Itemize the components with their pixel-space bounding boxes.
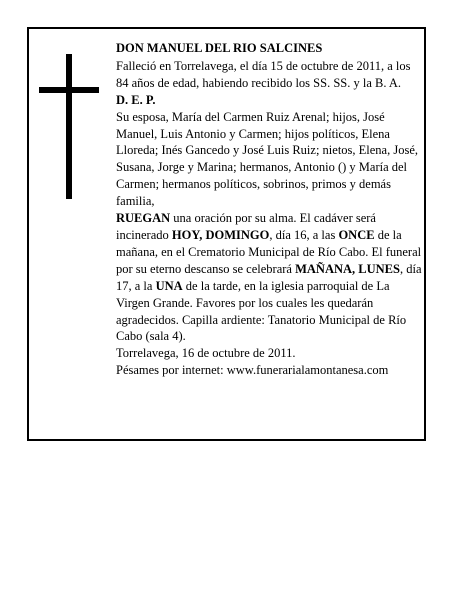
dep-heading: D. E. P. <box>116 92 156 107</box>
service-text-5: de la tarde, en la iglesia parroquial de La Virgen Grande. Favores por los cuales les quedarán agradecidos. Capilla ardiente: Tanatorio Municipal de Río Cabo (sala 4). <box>116 278 407 344</box>
cremation-day: HOY, DOMINGO <box>171 227 270 242</box>
obituary-text <box>116 40 422 379</box>
funeral-day: MAÑANA, LUNES <box>295 261 400 276</box>
service-details <box>116 210 422 345</box>
funeral-hour: UNA <box>155 278 183 293</box>
service-text-4: , día 17, a la <box>116 261 422 293</box>
condolences-line: Pésames por internet: www.funerarialamontanesa.com <box>116 363 389 378</box>
cross-icon <box>39 54 99 199</box>
deceased-name: DON MANUEL DEL RIO SALCINES <box>116 41 323 55</box>
obituary-notice <box>27 27 426 441</box>
cross-vertical-bar <box>66 54 72 199</box>
service-text-1: una oración por su alma. El cadáver será incinerado <box>116 211 376 242</box>
service-text-2: , día 16, a las <box>269 227 339 242</box>
cross-horizontal-bar <box>39 87 99 93</box>
place-date: Torrelavega, 16 de octubre de 2011. <box>116 346 296 361</box>
ruegan-text: RUEGAN <box>116 211 171 226</box>
cremation-hour: ONCE <box>338 227 375 242</box>
service-text-3: de la mañana, en el Crematorio Municipal de Río Cabo. El funeral por su eterno descanso se celebrará <box>116 227 422 276</box>
family-list: Su esposa, María del Carmen Ruiz Arenal; hijos, José Manuel, Luis Antonio y Carmen; hijos políticos, Elena Lloreda; Inés Gancedo y José Luis Ruiz; nietos, Elena, José, Susana, Jorge y Marina; hermanos, Antonio () y María del Carmen; hermanos políticos, sobrinos, primos y demás familia, <box>116 109 419 209</box>
death-notice: Falleció en Torrelavega, el día 15 de octubre de 2011, a los 84 años de edad, habiendo recibido los SS. SS. y la B. A. <box>116 58 411 90</box>
